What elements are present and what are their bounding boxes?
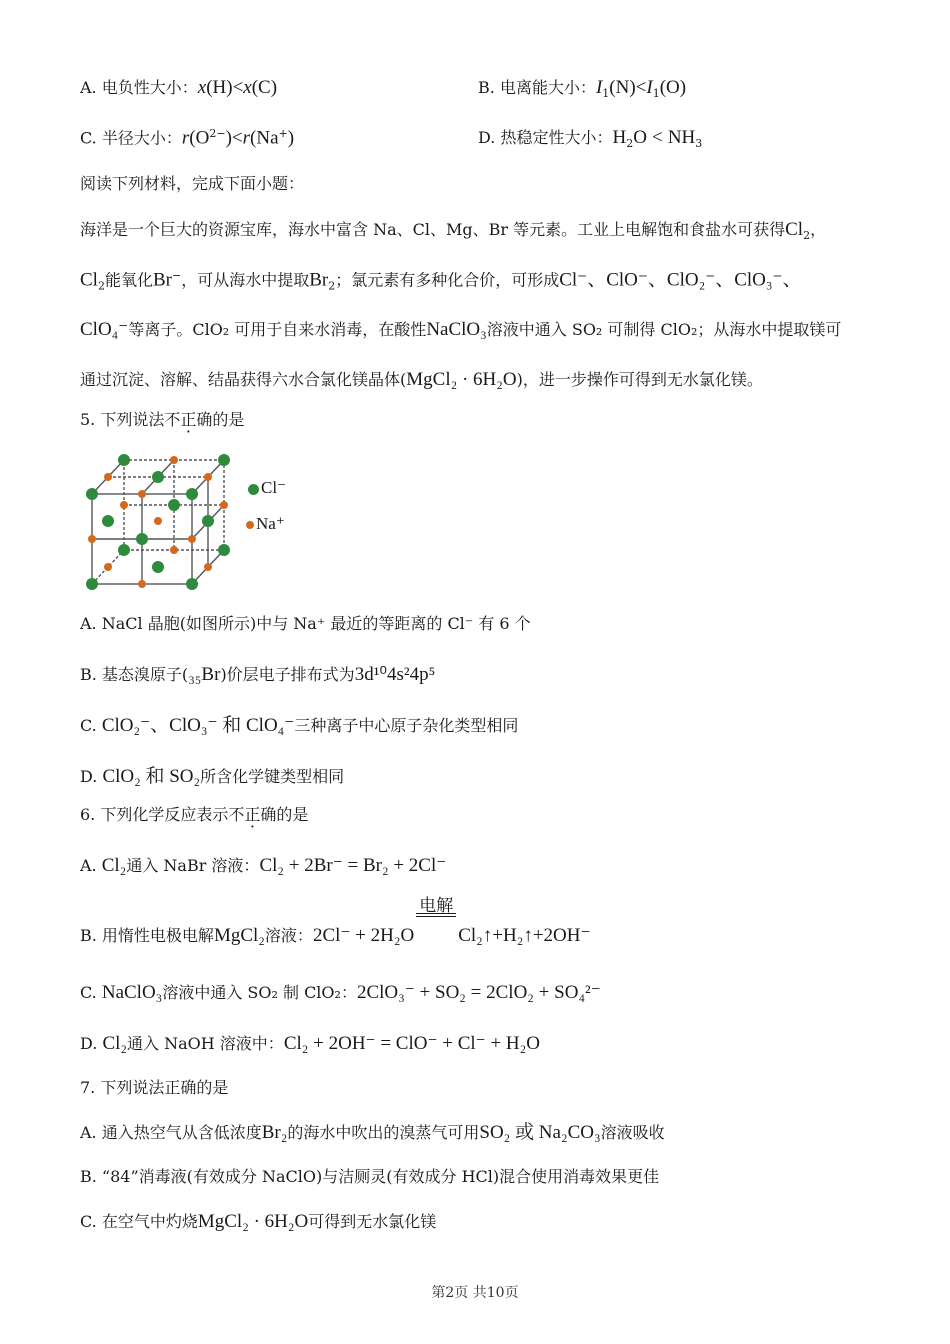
q5-option-c: C. ClO₂⁻、ClO₃⁻ 和 ClO₄⁻三种离子中心原子杂化类型相同 bbox=[80, 715, 519, 736]
material-line-2: $Cl_2$能氧化Br−，可从海水中提取$Br_2$；氯元素有多种化合价，可形成Cl⁻、ClO⁻、ClO₂⁻、ClO₃⁻、 bbox=[80, 269, 802, 293]
q6-option-b: B. 用惰性电极电解MgCl₂溶液：2Cl⁻ + 2H₂O 电解 Cl₂↑+H₂↑+2OH⁻ bbox=[80, 896, 591, 946]
q6-option-d: D. Cl₂通入 NaOH 溶液中：Cl₂ + 2OH⁻ = ClO⁻ + Cl⁻ + H₂O bbox=[80, 1033, 540, 1054]
page-footer: 第2页 共10页 bbox=[431, 1285, 519, 1301]
q6-option-a: A. Cl₂通入 NaBr 溶液：Cl₂ + 2Br⁻ = Br₂ + 2Cl⁻ bbox=[80, 855, 447, 876]
reading-intro: 阅读下列材料，完成下面小题： bbox=[80, 174, 305, 193]
nacl-crystal-cell-diagram bbox=[80, 448, 240, 596]
electrolysis-arrow: 电解 bbox=[416, 898, 456, 923]
material-line-4: 通过沉淀、溶解、结晶获得六水合氯化镁晶体(MgCl₂ · 6H₂O)，进一步操作可得到无水氯化镁。 bbox=[80, 369, 763, 390]
q7-option-b: B. “84”消毒液(有效成分 NaClO)与洁厕灵(有效成分 HCl)混合使用消毒效果更佳 bbox=[80, 1167, 660, 1186]
q5-option-a: A. NaCl 晶胞(如图所示)中与 Na⁺ 最近的等距离的 Cl⁻ 有 6 个 bbox=[80, 614, 531, 633]
q4-option-d: D. 热稳定性大小：$H_2O < NH_3$ bbox=[478, 127, 703, 151]
q6-option-c: C. NaClO₃溶液中通入 SO₂ 制 ClO₂：2ClO₃⁻ + SO₂ = 2ClO₂ + SO₄²⁻ bbox=[80, 982, 601, 1003]
q6-stem: 6. 下列化学反应表示不正确的是 bbox=[80, 805, 309, 824]
material-line-1: 海洋是一个巨大的资源宝库，海水中富含 Na、Cl、Mg、Br 等元素。工业上电解饱和食盐水可获得$Cl_2$， bbox=[80, 219, 827, 243]
emphasis-dots: 不正确 bbox=[164, 410, 213, 429]
q4-option-c: C. 半径大小：$r(O^{2-})<r(Na^+)$ bbox=[80, 127, 295, 149]
q7-option-c: C. 在空气中灼烧MgCl₂ · 6H₂O可得到无水氯化镁 bbox=[80, 1211, 437, 1232]
legend-cl: Cl⁻ bbox=[248, 478, 286, 498]
material-line-3: ClO₄⁻等离子。ClO₂ 可用于自来水消毒，在酸性NaClO₃溶液中通入 SO₂ 可制得 ClO₂；从海水中提取镁可 bbox=[80, 319, 842, 340]
legend-na: Na⁺ bbox=[246, 514, 285, 534]
q4-option-a: A. 电负性大小：x(H)<x(C) bbox=[80, 77, 278, 98]
q7-stem: 7. 下列说法正确的是 bbox=[80, 1078, 229, 1097]
q5-option-b: B. 基态溴原子(₃₅Br)价层电子排布式为3d¹⁰4s²4p⁵ bbox=[80, 664, 436, 685]
q5-stem: 5. 下列说法不正确的是 bbox=[80, 410, 245, 429]
ion-spheres bbox=[86, 454, 230, 590]
q7-option-a: A. 通入热空气从含低浓度Br₂的海水中吹出的溴蒸气可用SO₂ 或 Na₂CO₃溶液吸收 bbox=[80, 1122, 665, 1143]
emphasis-dots: 不正确 bbox=[228, 805, 277, 824]
q5-option-d: D. ClO₂ 和 SO₂所含化学键类型相同 bbox=[80, 766, 345, 787]
q4-option-b: B. 电离能大小：$I_1(N)<I_1(O)$ bbox=[478, 77, 687, 101]
